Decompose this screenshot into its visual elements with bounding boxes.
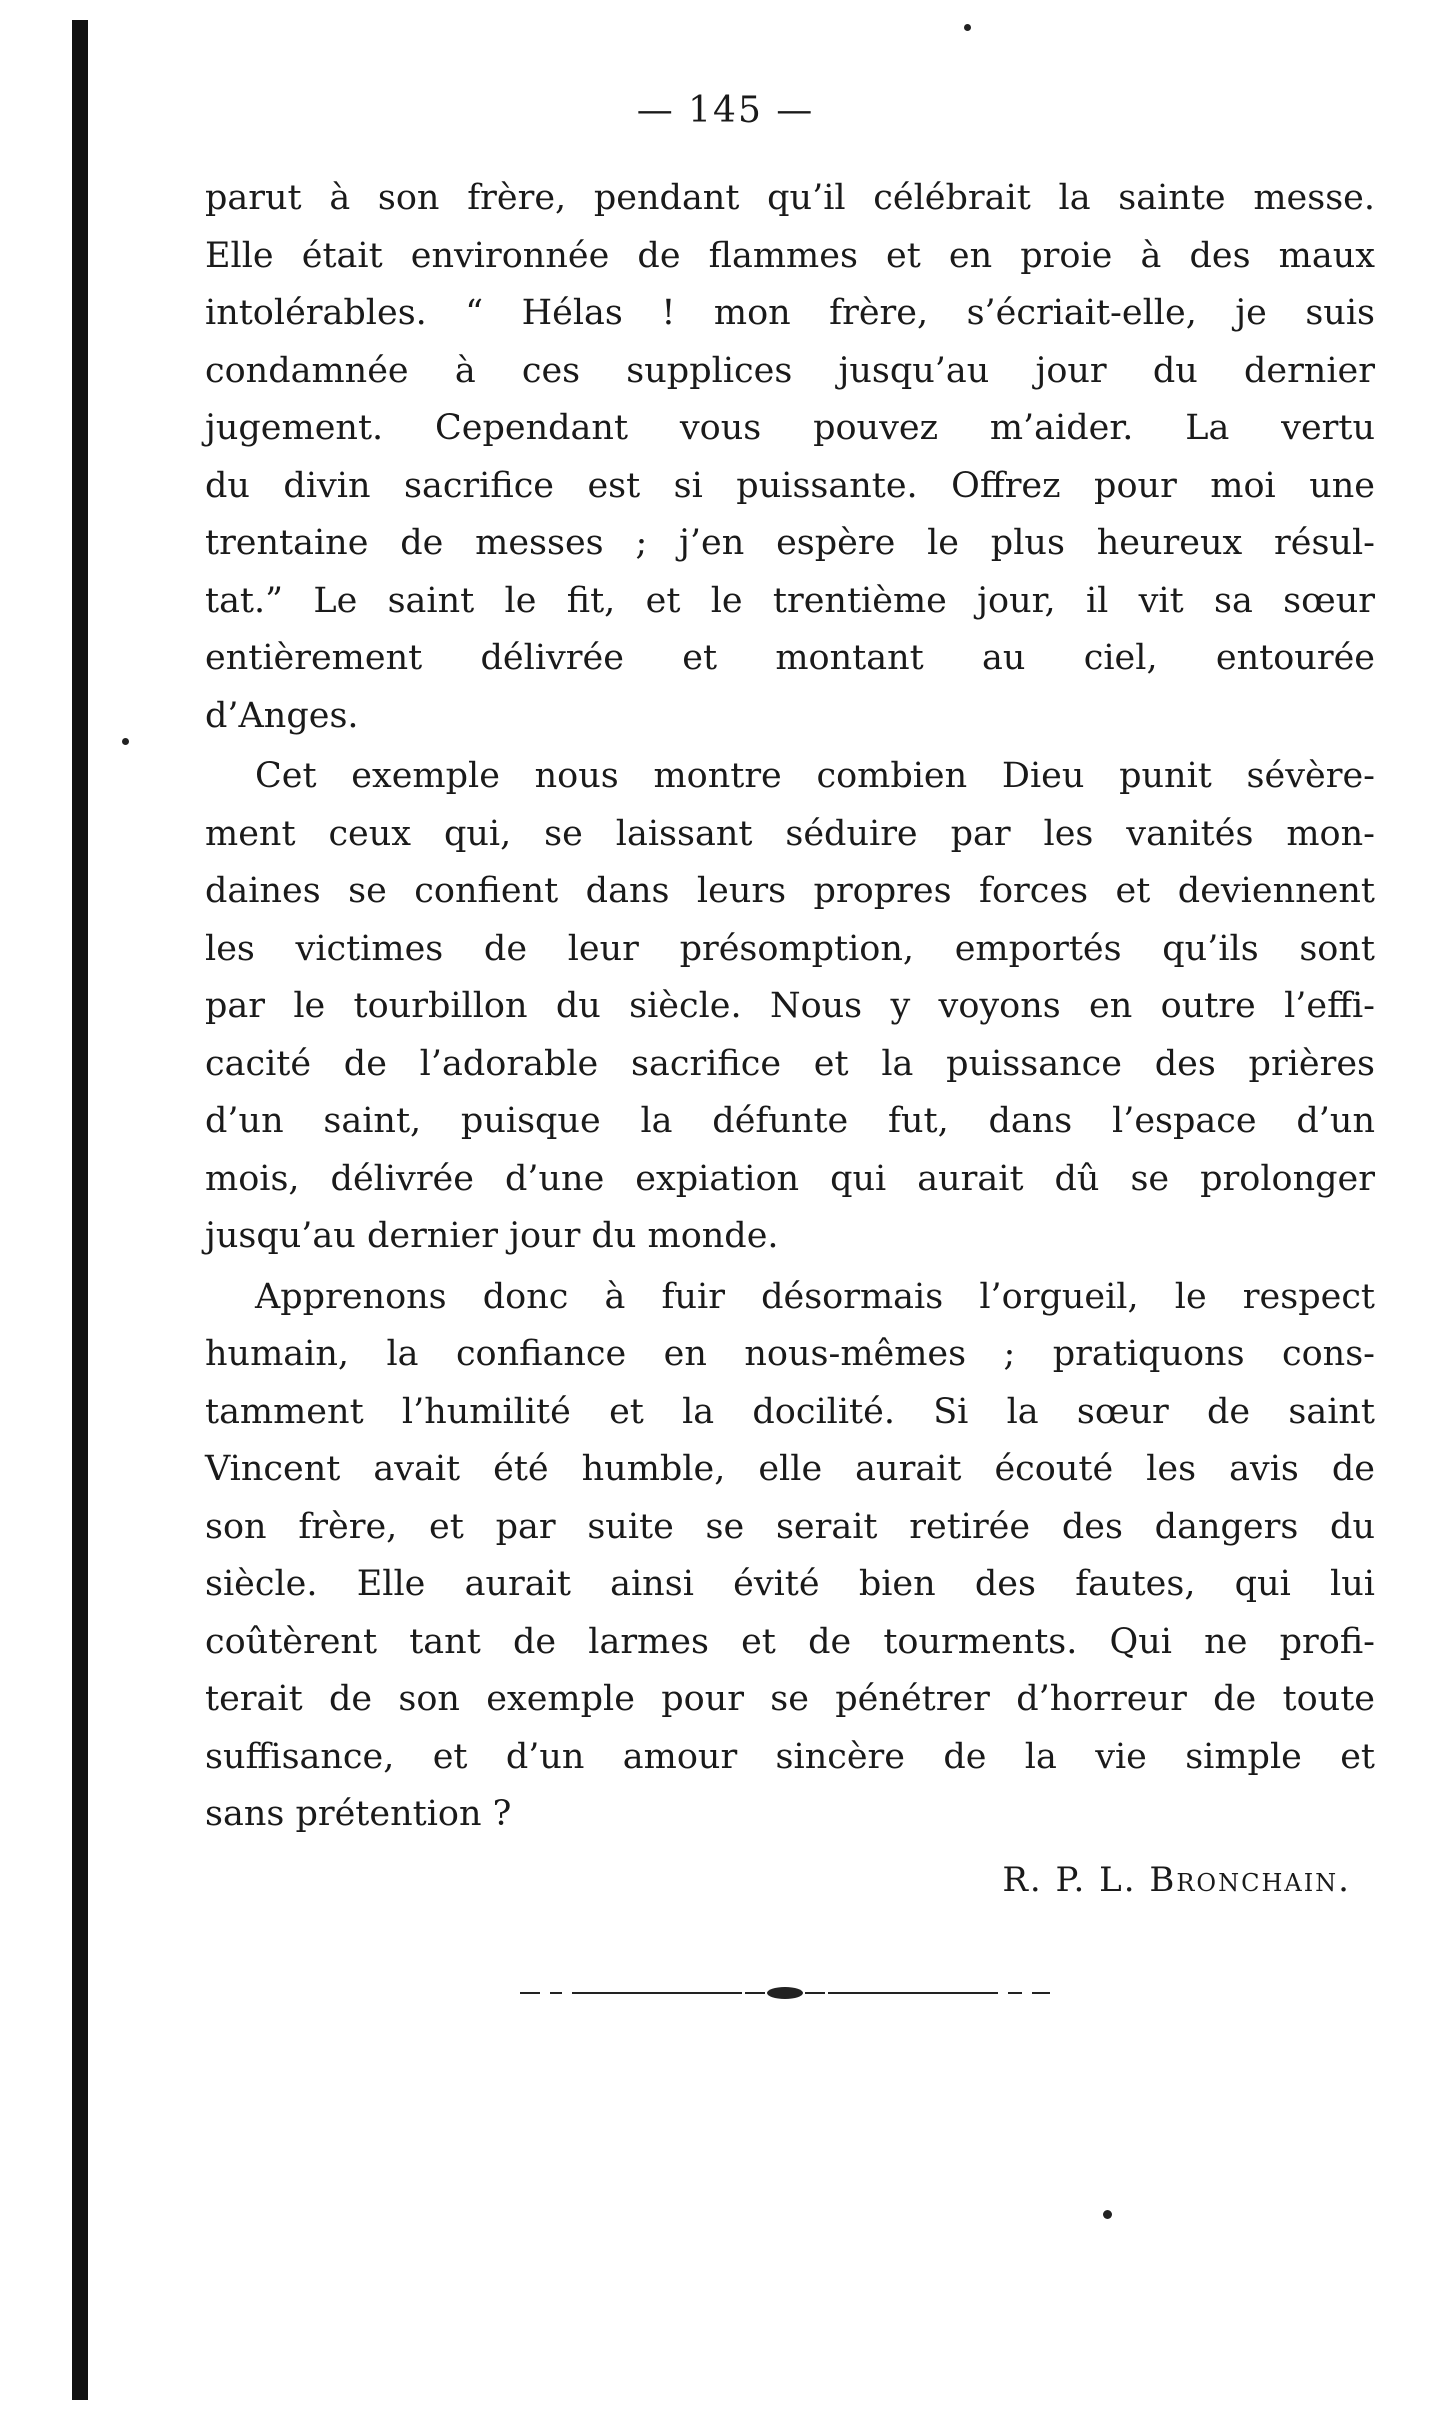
text-line: parut à son frère, pendant qu’il célébrait la sainte messe.: [205, 178, 1375, 218]
text-line: d’Anges.: [205, 695, 359, 736]
text-line: intolérables. “ Hélas ! mon frère, s’écriait-elle, je suis: [205, 293, 1375, 333]
text-line: cacité de l’adorable sacrifice et la puissance des prières: [205, 1043, 1375, 1084]
text-line: siècle. Elle aurait ainsi évité bien des fautes, qui lui: [205, 1564, 1375, 1604]
text-line: daines se confient dans leurs propres forces et deviennent: [205, 871, 1375, 911]
text-line: humain, la confiance en nous-mêmes ; pratiquons cons-: [205, 1334, 1375, 1374]
text-line: ment ceux qui, se laissant séduire par les vanités mon-: [205, 813, 1375, 854]
ornamental-divider: [520, 1985, 1050, 2001]
text-line: Elle était environnée de flammes et en proie à des maux: [205, 235, 1375, 276]
author-surname: Bronchain.: [1149, 1860, 1351, 1900]
text-line: condamnée à ces supplices jusqu’au jour du dernier: [205, 350, 1375, 391]
text-line: par le tourbillon du siècle. Nous y voyons en outre l’effi-: [205, 986, 1375, 1026]
text-line: tat.” Le saint le fit, et le trentième jour, il vit sa sœur: [205, 580, 1375, 621]
text-line: Vincent avait été humble, elle aurait écouté les avis de: [205, 1449, 1375, 1489]
text-line: sans prétention ?: [205, 1794, 512, 1834]
ink-speck: [964, 24, 971, 31]
text-line: son frère, et par suite se serait retirée des dangers du: [205, 1506, 1375, 1547]
author-initials: R. P. L.: [1002, 1860, 1137, 1900]
text-line: terait de son exemple pour se pénétrer d’horreur de toute: [205, 1679, 1375, 1719]
text-line: coûtèrent tant de larmes et de tourments. Qui ne profi-: [205, 1621, 1375, 1662]
text-line: Apprenons donc à fuir désormais l’orgueil, le respect: [255, 1276, 1375, 1317]
text-line: jugement. Cependant vous pouvez m’aider. La vertu: [205, 408, 1375, 448]
body-text: [205, 170, 1375, 1844]
text-line: suffisance, et d’un amour sincère de la vie simple et: [205, 1736, 1375, 1777]
text-line: tamment l’humilité et la docilité. Si la sœur de saint: [205, 1391, 1375, 1432]
text-line: Cet exemple nous montre combien Dieu punit sévère-: [255, 756, 1375, 796]
paragraph-3: [205, 1269, 1375, 1844]
ornament-icon: [745, 1986, 825, 2000]
text-line: d’un saint, puisque la défunte fut, dans l’espace d’un: [205, 1101, 1375, 1141]
page-number: — 145 —: [636, 90, 815, 131]
ink-speck: [1103, 2210, 1112, 2219]
ink-speck: [122, 738, 129, 745]
text-line: les victimes de leur présomption, emportés qu’ils sont: [205, 928, 1375, 969]
paragraph-1: [205, 170, 1375, 745]
author-signature: [1002, 1860, 1351, 1900]
text-line: trentaine de messes ; j’en espère le plus heureux résul-: [205, 523, 1375, 563]
text-line: mois, délivrée d’une expiation qui aurait dû se prolonger: [205, 1158, 1375, 1199]
paragraph-2: [205, 748, 1375, 1266]
text-line: du divin sacrifice est si puissante. Offrez pour moi une: [205, 465, 1375, 506]
text-line: jusqu’au dernier jour du monde.: [205, 1216, 779, 1256]
page-binding-edge: [72, 20, 88, 2400]
text-line: entièrement délivrée et montant au ciel, entourée: [205, 638, 1375, 678]
